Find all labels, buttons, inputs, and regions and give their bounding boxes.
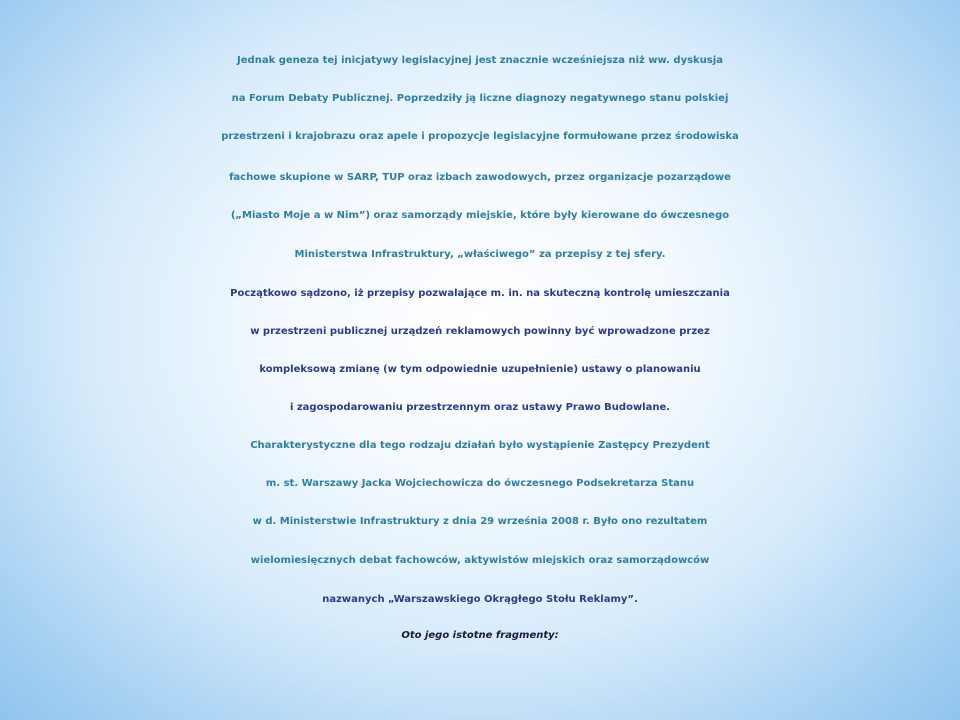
text-line-9: kompleksową zmianę (w tym odpowiednie uzupełnienie) ustawy o planowaniu <box>259 364 701 375</box>
text-line-6: Ministerstwa Infrastruktury, „właściwego” za przepisy z tej sfery. <box>294 249 666 260</box>
fragments-caption: Oto jego istotne fragmenty: <box>401 630 559 641</box>
text-line-5: („Miasto Moje a w Nim”) oraz samorządy miejskie, które były kierowane do ówczesnego <box>230 210 730 221</box>
text-line-3: przestrzeni i krajobrazu oraz apele i propozycje legislacyjne formułowane przez środowiska <box>221 131 739 142</box>
text-line-4: fachowe skupione w SARP, TUP oraz izbach zawodowych, przez organizacje pozarządowe <box>229 172 731 183</box>
text-line-11: Charakterystyczne dla tego rodzaju działań było wystąpienie Zastępcy Prezydent <box>250 440 710 451</box>
text-line-15: nazwanych „Warszawskiego Okrągłego Stołu Reklamy”. <box>322 594 638 605</box>
text-line-2: na Forum Debaty Publicznej. Poprzedziły ją liczne diagnozy negatywnego stanu polskiej <box>231 93 729 104</box>
text-line-8: w przestrzeni publicznej urządzeń reklamowych powinny być wprowadzone przez <box>250 326 710 337</box>
text-line-10: i zagospodarowaniu przestrzennym oraz ustawy Prawo Budowlane. <box>289 402 671 413</box>
text-line-13: w d. Ministerstwie Infrastruktury z dnia 29 września 2008 r. Było ono rezultatem <box>252 516 708 527</box>
text-line-14: wielomiesięcznych debat fachowców, aktywistów miejskich oraz samorządowców <box>250 555 710 566</box>
text-line-7: Początkowo sądzono, iż przepisy pozwalające m. in. na skuteczną kontrolę umieszczania <box>230 288 730 299</box>
text-line-1: Jednak geneza tej inicjatywy legislacyjnej jest znacznie wcześniejsza niż ww. dyskusja <box>237 55 723 66</box>
text-line-12: m. st. Warszawy Jacka Wojciechowicza do ówczesnego Podsekretarza Stanu <box>265 478 695 489</box>
